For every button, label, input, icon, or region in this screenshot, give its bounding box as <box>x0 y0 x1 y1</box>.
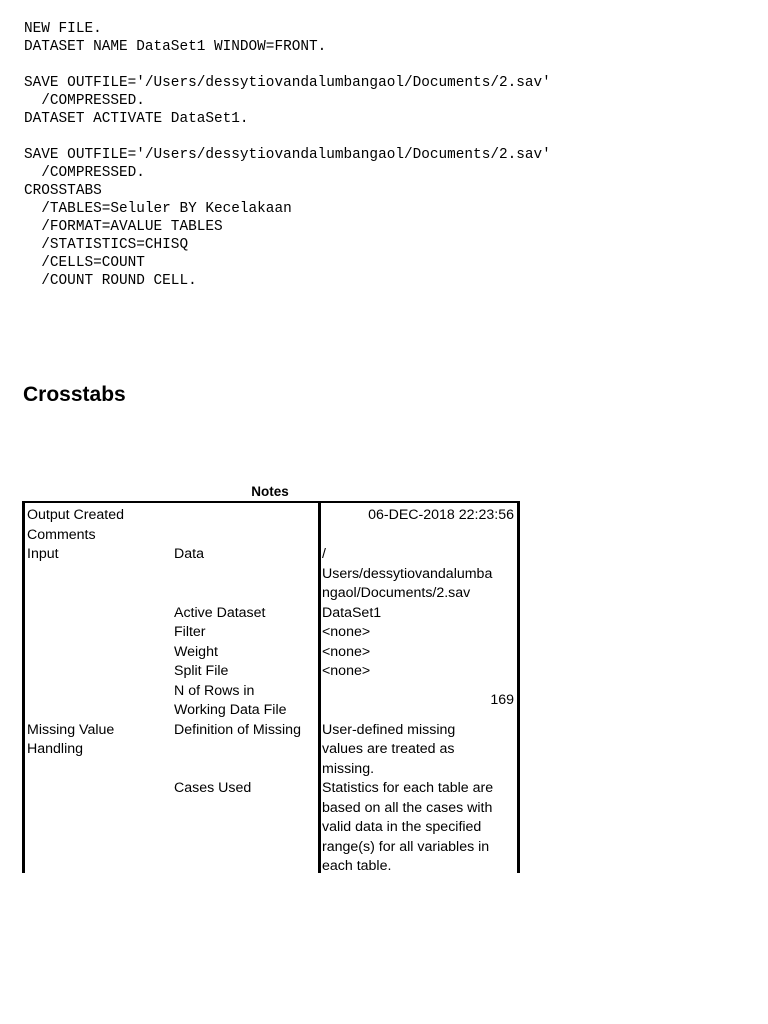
n-rows-label-line: N of Rows in <box>174 682 255 699</box>
missing-value-label-line: Missing Value <box>27 721 115 738</box>
data-value-line: Users/dessytiovandalumba <box>322 565 493 582</box>
syntax-line: /COMPRESSED. <box>24 165 145 181</box>
output-created-label: Output Created <box>27 507 125 523</box>
cases-used-value-line: each table. <box>322 858 392 874</box>
syntax-line: DATASET ACTIVATE DataSet1. <box>24 111 249 127</box>
missing-value-label-line: Handling <box>27 741 84 757</box>
notes-table-title: Notes <box>251 484 289 499</box>
data-value-line: / <box>322 546 326 562</box>
definition-missing-label: Definition of Missing <box>174 721 301 738</box>
definition-missing-value-line: values are treated as <box>322 741 455 757</box>
syntax-line <box>24 56 551 74</box>
n-rows-label-line: Working Data File <box>174 702 287 718</box>
definition-missing-value-line: missing. <box>322 760 375 777</box>
syntax-line: /COUNT ROUND CELL. <box>24 273 197 289</box>
cases-used-value-line: valid data in the specified <box>322 819 482 835</box>
syntax-line: SAVE OUTFILE='/Users/dessytiovandalumbangaol/Documents/2.sav' <box>24 75 551 91</box>
syntax-log <box>24 20 551 290</box>
syntax-line: /CELLS=COUNT <box>24 255 145 271</box>
syntax-line: NEW FILE. <box>24 21 102 37</box>
weight-value: <none> <box>322 643 371 660</box>
split-file-label: Split File <box>174 663 229 679</box>
column-divider <box>318 503 321 873</box>
syntax-line: CROSSTABS <box>24 183 102 199</box>
cases-used-value-line: range(s) for all variables in <box>322 838 490 855</box>
split-file-value: <none> <box>322 663 371 679</box>
syntax-line: /FORMAT=AVALUE TABLES <box>24 219 223 235</box>
data-label: Data <box>174 546 204 562</box>
cases-used-label: Cases Used <box>174 780 252 796</box>
data-value-line: ngaol/Documents/2.sav <box>322 585 471 601</box>
weight-label: Weight <box>174 643 218 660</box>
cases-used-value-line: based on all the cases with <box>322 799 493 816</box>
filter-label: Filter <box>174 624 206 640</box>
syntax-line <box>24 128 551 146</box>
comments-label: Comments <box>27 526 96 543</box>
syntax-line: /TABLES=Seluler BY Kecelakaan <box>24 201 292 217</box>
filter-value: <none> <box>322 624 371 640</box>
active-dataset-value: DataSet1 <box>322 604 382 621</box>
section-heading: Crosstabs <box>23 383 126 406</box>
definition-missing-value-line: User-defined missing <box>322 721 456 738</box>
syntax-line: /STATISTICS=CHISQ <box>24 237 189 253</box>
n-rows-value: 169 <box>490 692 514 708</box>
output-created-value: 06-DEC-2018 22:23:56 <box>368 507 514 523</box>
active-dataset-label: Active Dataset <box>174 604 266 621</box>
input-label: Input <box>27 546 59 562</box>
syntax-line: /COMPRESSED. <box>24 93 145 109</box>
notes-table <box>22 501 520 873</box>
cases-used-value-line: Statistics for each table are <box>322 780 494 796</box>
syntax-line: DATASET NAME DataSet1 WINDOW=FRONT. <box>24 39 327 55</box>
syntax-line: SAVE OUTFILE='/Users/dessytiovandalumbangaol/Documents/2.sav' <box>24 147 551 163</box>
